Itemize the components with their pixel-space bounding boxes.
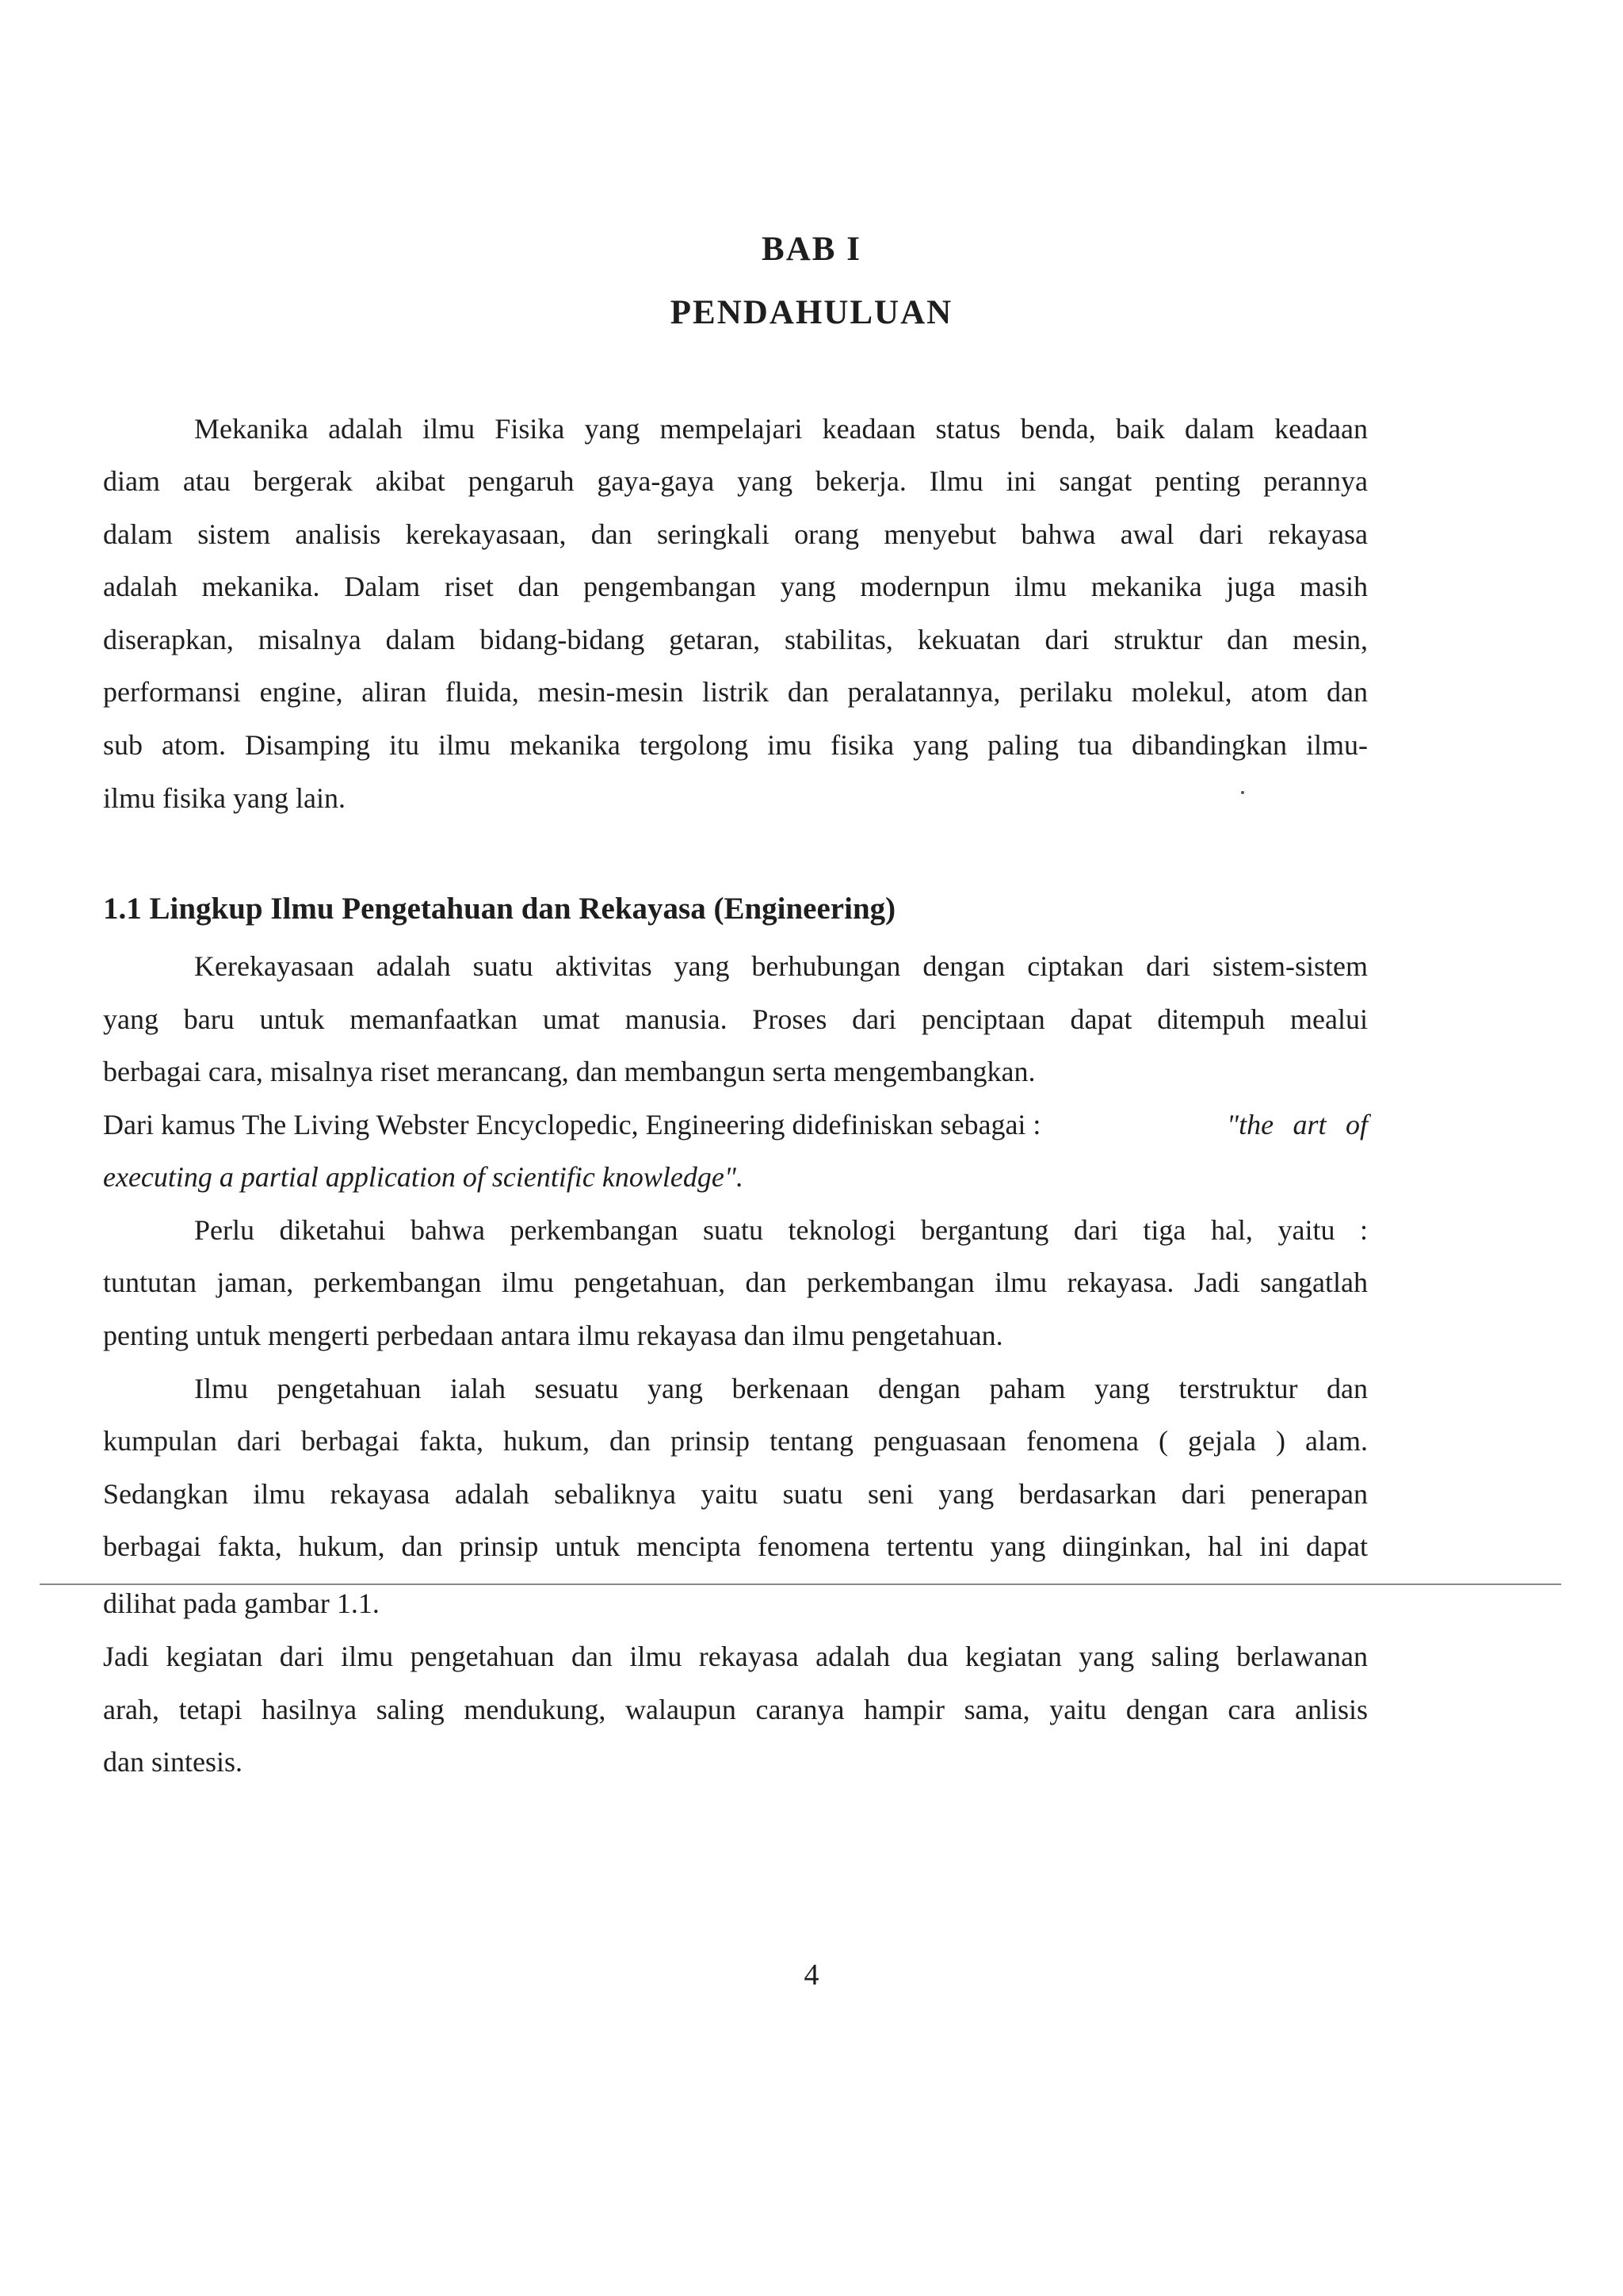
text-line: Mekanika adalah ilmu Fisika yang mempelajari keadaan status benda, baik dalam keadaan: [194, 413, 1368, 445]
section-heading: 1.1 Lingkup Ilmu Pengetahuan dan Rekayasa (Engineering): [103, 892, 896, 926]
text-line: adalah mekanika. Dalam riset dan pengembangan yang modernpun ilmu mekanika juga masih: [103, 571, 1368, 602]
text-line: ilmu fisika yang lain.: [103, 782, 346, 814]
text-line: diam atau bergerak akibat pengaruh gaya-gaya yang bekerja. Ilmu ini sangat penting perannya: [103, 465, 1368, 497]
text-line: yang baru untuk memanfaatkan umat manusia. Proses dari penciptaan dapat ditempuh mealui: [103, 1003, 1368, 1035]
chapter-number: BAB I: [762, 231, 861, 268]
text-line: Sedangkan ilmu rekayasa adalah sebaliknya yaitu suatu seni yang berdasarkan dari penerapan: [103, 1478, 1368, 1510]
text-line: performansi engine, aliran fluida, mesin-mesin listrik dan peralatannya, perilaku molekul, atom dan: [103, 676, 1368, 708]
page-number: 4: [804, 1958, 819, 1992]
text-line: dilihat pada gambar 1.1.: [103, 1587, 380, 1619]
scan-speck: [1241, 791, 1244, 794]
chapter-title: PENDAHULUAN: [670, 294, 953, 331]
text-line: Jadi kegiatan dari ilmu pengetahuan dan ilmu rekayasa adalah dua kegiatan yang saling berlawanan: [103, 1641, 1368, 1672]
text-line: diserapkan, misalnya dalam bidang-bidang getaran, stabilitas, kekuatan dari struktur dan mesin,: [103, 624, 1368, 655]
definition-quote-end: executing a partial application of scientific knowledge".: [103, 1161, 743, 1193]
text-line: berbagai cara, misalnya riset merancang, dan membangun serta mengembangkan.: [103, 1056, 1036, 1087]
text-line: sub atom. Disamping itu ilmu mekanika tergolong imu fisika yang paling tua dibandingkan ilmu-: [103, 729, 1368, 761]
text-line: kumpulan dari berbagai fakta, hukum, dan prinsip tentang penguasaan fenomena ( gejala ) alam.: [103, 1425, 1368, 1457]
text-line: Ilmu pengetahuan ialah sesuatu yang berkenaan dengan paham yang terstruktur dan: [194, 1373, 1368, 1404]
text-line: penting untuk mengerti perbedaan antara ilmu rekayasa dan ilmu pengetahuan.: [103, 1320, 1003, 1351]
text-line: dan sintesis.: [103, 1746, 242, 1778]
text-line: tuntutan jaman, perkembangan ilmu pengetahuan, dan perkembangan ilmu rekayasa. Jadi sangatlah: [103, 1266, 1368, 1298]
definition-intro: Dari kamus The Living Webster Encyclopedic, Engineering didefiniskan sebagai :: [103, 1109, 1041, 1140]
horizontal-rule: [40, 1584, 1561, 1585]
text-line: arah, tetapi hasilnya saling mendukung, walaupun caranya hampir sama, yaitu dengan cara anlisis: [103, 1694, 1368, 1725]
definition-quote-start: "the art of: [1227, 1109, 1368, 1140]
text-line: Perlu diketahui bahwa perkembangan suatu teknologi bergantung dari tiga hal, yaitu :: [194, 1214, 1368, 1246]
text-line: Kerekayasaan adalah suatu aktivitas yang berhubungan dengan ciptakan dari sistem-sistem: [194, 950, 1368, 982]
text-line: dalam sistem analisis kerekayasaan, dan seringkali orang menyebut bahwa awal dari rekayasa: [103, 518, 1368, 550]
text-line: berbagai fakta, hukum, dan prinsip untuk mencipta fenomena tertentu yang diinginkan, hal ini dapat: [103, 1530, 1368, 1562]
